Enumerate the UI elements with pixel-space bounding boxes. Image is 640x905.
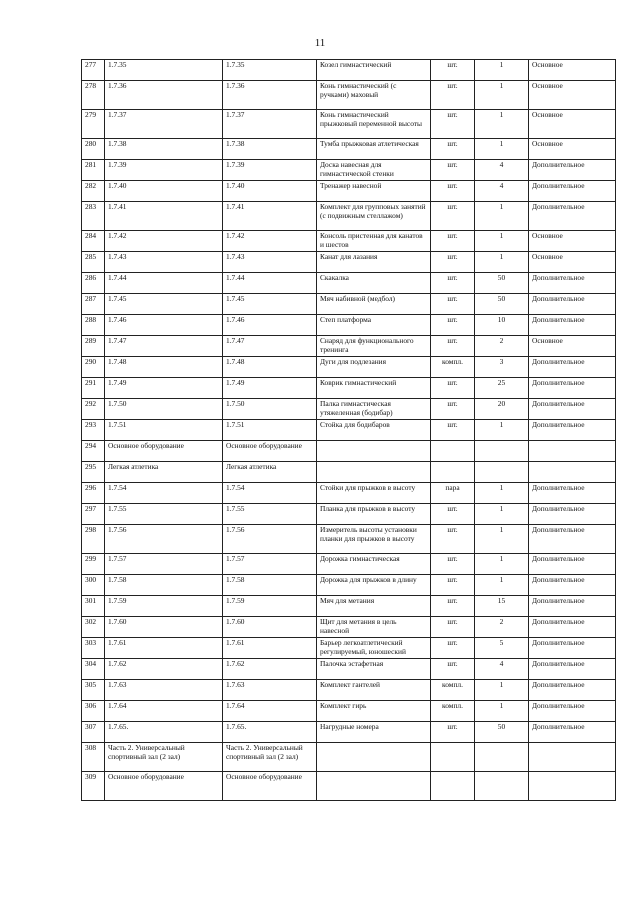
row-name: Нагрудные номера (317, 722, 431, 743)
row-unit: шт. (431, 294, 475, 315)
row-code-2: 1.7.44 (223, 273, 317, 294)
row-type: Дополнительное (529, 420, 616, 441)
table-row (82, 575, 616, 596)
row-qty: 1 (475, 420, 529, 441)
row-unit: шт. (431, 139, 475, 160)
row-name: Комплект гантелей (317, 680, 431, 701)
table-row (82, 231, 616, 252)
row-number: 281 (82, 160, 105, 181)
row-code-2: 1.7.37 (223, 110, 317, 139)
row-code-2: 1.7.58 (223, 575, 317, 596)
row-code: 1.7.64 (105, 701, 223, 722)
row-type: Дополнительное (529, 701, 616, 722)
table-row (82, 110, 616, 139)
row-qty (475, 462, 529, 483)
row-unit (431, 441, 475, 462)
row-type (529, 441, 616, 462)
row-qty: 1 (475, 202, 529, 231)
row-number: 287 (82, 294, 105, 315)
table-row (82, 399, 616, 420)
row-type: Дополнительное (529, 160, 616, 181)
row-qty: 25 (475, 378, 529, 399)
row-code-2: 1.7.64 (223, 701, 317, 722)
row-number: 290 (82, 357, 105, 378)
row-code: 1.7.55 (105, 504, 223, 525)
row-number: 278 (82, 81, 105, 110)
row-code-2: 1.7.42 (223, 231, 317, 252)
row-name (317, 772, 431, 801)
row-code: 1.7.40 (105, 181, 223, 202)
row-number: 302 (82, 617, 105, 638)
row-unit (431, 743, 475, 772)
row-unit: шт. (431, 110, 475, 139)
row-unit (431, 772, 475, 801)
table-row (82, 554, 616, 575)
row-qty: 1 (475, 81, 529, 110)
table-row (82, 596, 616, 617)
row-type: Дополнительное (529, 273, 616, 294)
table-row (82, 252, 616, 273)
row-type: Дополнительное (529, 483, 616, 504)
row-unit: шт. (431, 596, 475, 617)
row-code-2: 1.7.46 (223, 315, 317, 336)
row-qty: 2 (475, 336, 529, 357)
row-code-2: 1.7.41 (223, 202, 317, 231)
table-row (82, 441, 616, 462)
table-row (82, 160, 616, 181)
table-row (82, 294, 616, 315)
row-name: Измеритель высоты установки планки для прыжков в высоту (317, 525, 431, 554)
row-code-2: 1.7.49 (223, 378, 317, 399)
row-number: 298 (82, 525, 105, 554)
row-qty: 1 (475, 252, 529, 273)
row-code-2: 1.7.60 (223, 617, 317, 638)
row-type: Дополнительное (529, 638, 616, 659)
row-code: Основное оборудование (105, 772, 223, 801)
table-row (82, 462, 616, 483)
row-unit: шт. (431, 160, 475, 181)
table-row (82, 638, 616, 659)
row-code: 1.7.38 (105, 139, 223, 160)
row-qty: 1 (475, 701, 529, 722)
equipment-table-body (82, 60, 616, 801)
row-name: Канат для лазания (317, 252, 431, 273)
row-code: 1.7.36 (105, 81, 223, 110)
row-type: Дополнительное (529, 181, 616, 202)
row-code-2: 1.7.65. (223, 722, 317, 743)
row-code: 1.7.39 (105, 160, 223, 181)
row-qty (475, 772, 529, 801)
row-number: 293 (82, 420, 105, 441)
row-unit: пара (431, 483, 475, 504)
row-name (317, 441, 431, 462)
row-type: Дополнительное (529, 575, 616, 596)
row-name: Комплект для групповых занятий (с подвижным стеллажом) (317, 202, 431, 231)
row-code: 1.7.42 (105, 231, 223, 252)
row-unit: компл. (431, 680, 475, 701)
row-name: Конь гимнастический прыжковый переменной высоты (317, 110, 431, 139)
row-name: Дорожка для прыжков в длину (317, 575, 431, 596)
table-row (82, 504, 616, 525)
row-name: Палка гимнастическая утяжеленная (бодибар) (317, 399, 431, 420)
row-qty: 1 (475, 110, 529, 139)
row-qty: 3 (475, 357, 529, 378)
row-unit: шт. (431, 617, 475, 638)
row-code-2: 1.7.47 (223, 336, 317, 357)
row-qty: 1 (475, 60, 529, 81)
row-qty: 1 (475, 525, 529, 554)
row-code-2: 1.7.39 (223, 160, 317, 181)
table-row (82, 273, 616, 294)
row-name: Стойки для прыжков в высоту (317, 483, 431, 504)
row-unit: шт. (431, 315, 475, 336)
row-code: 1.7.60 (105, 617, 223, 638)
row-unit: компл. (431, 701, 475, 722)
row-name: Доска навесная для гимнастической стенки (317, 160, 431, 181)
row-code: Легкая атлетика (105, 462, 223, 483)
row-number: 305 (82, 680, 105, 701)
row-code: 1.7.50 (105, 399, 223, 420)
row-unit: шт. (431, 504, 475, 525)
row-qty: 1 (475, 680, 529, 701)
row-qty (475, 743, 529, 772)
row-type: Основное (529, 81, 616, 110)
row-unit: шт. (431, 420, 475, 441)
row-number: 304 (82, 659, 105, 680)
row-code-2: 1.7.62 (223, 659, 317, 680)
row-type: Дополнительное (529, 525, 616, 554)
row-type: Дополнительное (529, 504, 616, 525)
row-name: Дорожка гимнастическая (317, 554, 431, 575)
row-name: Щит для метания в цель навесной (317, 617, 431, 638)
row-type: Дополнительное (529, 617, 616, 638)
row-code-2: 1.7.35 (223, 60, 317, 81)
row-unit: шт. (431, 659, 475, 680)
row-code: 1.7.65. (105, 722, 223, 743)
row-unit: шт. (431, 202, 475, 231)
table-row (82, 315, 616, 336)
row-qty: 4 (475, 659, 529, 680)
row-code-2: 1.7.63 (223, 680, 317, 701)
table-row (82, 525, 616, 554)
row-number: 283 (82, 202, 105, 231)
row-code-2: 1.7.55 (223, 504, 317, 525)
row-number: 292 (82, 399, 105, 420)
row-code-2: 1.7.40 (223, 181, 317, 202)
row-unit: шт. (431, 231, 475, 252)
table-row (82, 722, 616, 743)
row-code: 1.7.45 (105, 294, 223, 315)
row-type (529, 772, 616, 801)
row-type: Дополнительное (529, 202, 616, 231)
row-number: 279 (82, 110, 105, 139)
row-unit: шт. (431, 81, 475, 110)
table-row (82, 181, 616, 202)
row-qty: 5 (475, 638, 529, 659)
row-code-2: Основное оборудование (223, 441, 317, 462)
row-code: 1.7.41 (105, 202, 223, 231)
row-type: Дополнительное (529, 399, 616, 420)
row-name: Стойка для бодибаров (317, 420, 431, 441)
row-number: 306 (82, 701, 105, 722)
row-number: 295 (82, 462, 105, 483)
row-type: Дополнительное (529, 294, 616, 315)
row-code: 1.7.58 (105, 575, 223, 596)
table-row (82, 659, 616, 680)
row-name: Барьер легкоатлетический регулируемый, юношеский (317, 638, 431, 659)
row-type: Дополнительное (529, 680, 616, 701)
row-name: Степ платформа (317, 315, 431, 336)
row-name: Мяч набивной (медбол) (317, 294, 431, 315)
row-code-2: 1.7.56 (223, 525, 317, 554)
row-number: 277 (82, 60, 105, 81)
row-type: Дополнительное (529, 722, 616, 743)
row-type: Основное (529, 231, 616, 252)
row-qty (475, 441, 529, 462)
row-code-2: 1.7.43 (223, 252, 317, 273)
row-code: 1.7.56 (105, 525, 223, 554)
row-unit: шт. (431, 273, 475, 294)
row-code-2: 1.7.57 (223, 554, 317, 575)
row-number: 280 (82, 139, 105, 160)
row-code: 1.7.59 (105, 596, 223, 617)
row-type: Дополнительное (529, 659, 616, 680)
row-type: Основное (529, 110, 616, 139)
row-qty: 4 (475, 160, 529, 181)
row-number: 284 (82, 231, 105, 252)
row-qty: 50 (475, 273, 529, 294)
row-code: 1.7.37 (105, 110, 223, 139)
row-name: Комплект гирь (317, 701, 431, 722)
row-number: 294 (82, 441, 105, 462)
row-type (529, 743, 616, 772)
row-unit: шт. (431, 378, 475, 399)
row-name: Снаряд для функционального тренинга (317, 336, 431, 357)
row-number: 299 (82, 554, 105, 575)
row-number: 301 (82, 596, 105, 617)
row-unit: шт. (431, 60, 475, 81)
row-code: 1.7.43 (105, 252, 223, 273)
row-code-2: 1.7.59 (223, 596, 317, 617)
row-qty: 4 (475, 181, 529, 202)
row-number: 297 (82, 504, 105, 525)
row-qty: 1 (475, 554, 529, 575)
row-code: 1.7.54 (105, 483, 223, 504)
row-code: 1.7.44 (105, 273, 223, 294)
row-unit: шт. (431, 525, 475, 554)
row-code: Основное оборудование (105, 441, 223, 462)
row-number: 308 (82, 743, 105, 772)
row-number: 286 (82, 273, 105, 294)
row-unit: шт. (431, 554, 475, 575)
table-row (82, 772, 616, 801)
table-row (82, 701, 616, 722)
row-number: 289 (82, 336, 105, 357)
row-name: Скакалка (317, 273, 431, 294)
row-qty: 20 (475, 399, 529, 420)
row-code-2: 1.7.61 (223, 638, 317, 659)
row-unit: компл. (431, 357, 475, 378)
row-type: Основное (529, 252, 616, 273)
row-qty: 1 (475, 504, 529, 525)
table-row (82, 743, 616, 772)
table-row (82, 60, 616, 81)
row-unit: шт. (431, 399, 475, 420)
row-number: 300 (82, 575, 105, 596)
row-type: Основное (529, 60, 616, 81)
row-type: Дополнительное (529, 596, 616, 617)
table-row (82, 357, 616, 378)
equipment-table (81, 59, 616, 801)
row-code: 1.7.46 (105, 315, 223, 336)
row-name (317, 743, 431, 772)
row-code-2: Основное оборудование (223, 772, 317, 801)
row-type: Дополнительное (529, 315, 616, 336)
row-code-2: Легкая атлетика (223, 462, 317, 483)
table-row (82, 680, 616, 701)
row-number: 288 (82, 315, 105, 336)
row-code-2: 1.7.54 (223, 483, 317, 504)
table-row (82, 420, 616, 441)
table-row (82, 81, 616, 110)
row-code-2: 1.7.51 (223, 420, 317, 441)
row-qty: 2 (475, 617, 529, 638)
row-unit: шт. (431, 638, 475, 659)
row-unit: шт. (431, 181, 475, 202)
row-number: 285 (82, 252, 105, 273)
row-number: 307 (82, 722, 105, 743)
row-unit: шт. (431, 252, 475, 273)
row-code: 1.7.47 (105, 336, 223, 357)
row-type: Дополнительное (529, 554, 616, 575)
table-row (82, 617, 616, 638)
row-name: Тренажер навесной (317, 181, 431, 202)
row-name: Планка для прыжков в высоту (317, 504, 431, 525)
row-qty: 1 (475, 575, 529, 596)
row-name: Тумба прыжковая атлетическая (317, 139, 431, 160)
row-unit (431, 462, 475, 483)
table-row (82, 336, 616, 357)
row-qty: 50 (475, 294, 529, 315)
table-row (82, 139, 616, 160)
row-code-2: Часть 2. Универсальный спортивный зал (2 зал) (223, 743, 317, 772)
row-type: Основное (529, 336, 616, 357)
row-qty: 15 (475, 596, 529, 617)
row-qty: 1 (475, 231, 529, 252)
row-code-2: 1.7.48 (223, 357, 317, 378)
row-number: 291 (82, 378, 105, 399)
row-unit: шт. (431, 722, 475, 743)
row-number: 309 (82, 772, 105, 801)
row-qty: 1 (475, 139, 529, 160)
row-name: Консоль пристенная для канатов и шестов (317, 231, 431, 252)
row-name: Палочка эстафетная (317, 659, 431, 680)
row-number: 303 (82, 638, 105, 659)
table-row (82, 483, 616, 504)
row-qty: 1 (475, 483, 529, 504)
row-code: Часть 2. Универсальный спортивный зал (2 зал) (105, 743, 223, 772)
row-type: Дополнительное (529, 357, 616, 378)
row-name: Мяч для метания (317, 596, 431, 617)
row-name: Дуги для подлезания (317, 357, 431, 378)
row-code: 1.7.57 (105, 554, 223, 575)
row-unit: шт. (431, 575, 475, 596)
row-name: Коврик гимнастический (317, 378, 431, 399)
page-number: 11 (314, 37, 326, 49)
row-name: Козел гимнастический (317, 60, 431, 81)
row-qty: 10 (475, 315, 529, 336)
row-code: 1.7.51 (105, 420, 223, 441)
row-code-2: 1.7.45 (223, 294, 317, 315)
row-code: 1.7.63 (105, 680, 223, 701)
row-type: Дополнительное (529, 378, 616, 399)
row-number: 282 (82, 181, 105, 202)
table-row (82, 378, 616, 399)
row-unit: шт. (431, 336, 475, 357)
row-code-2: 1.7.50 (223, 399, 317, 420)
row-type: Основное (529, 139, 616, 160)
row-type (529, 462, 616, 483)
row-code: 1.7.35 (105, 60, 223, 81)
table-row (82, 202, 616, 231)
row-name: Конь гимнастический (с ручками) маховый (317, 81, 431, 110)
row-code: 1.7.61 (105, 638, 223, 659)
row-name (317, 462, 431, 483)
row-qty: 50 (475, 722, 529, 743)
row-code-2: 1.7.36 (223, 81, 317, 110)
row-code: 1.7.49 (105, 378, 223, 399)
row-code: 1.7.62 (105, 659, 223, 680)
row-number: 296 (82, 483, 105, 504)
row-code-2: 1.7.38 (223, 139, 317, 160)
row-code: 1.7.48 (105, 357, 223, 378)
